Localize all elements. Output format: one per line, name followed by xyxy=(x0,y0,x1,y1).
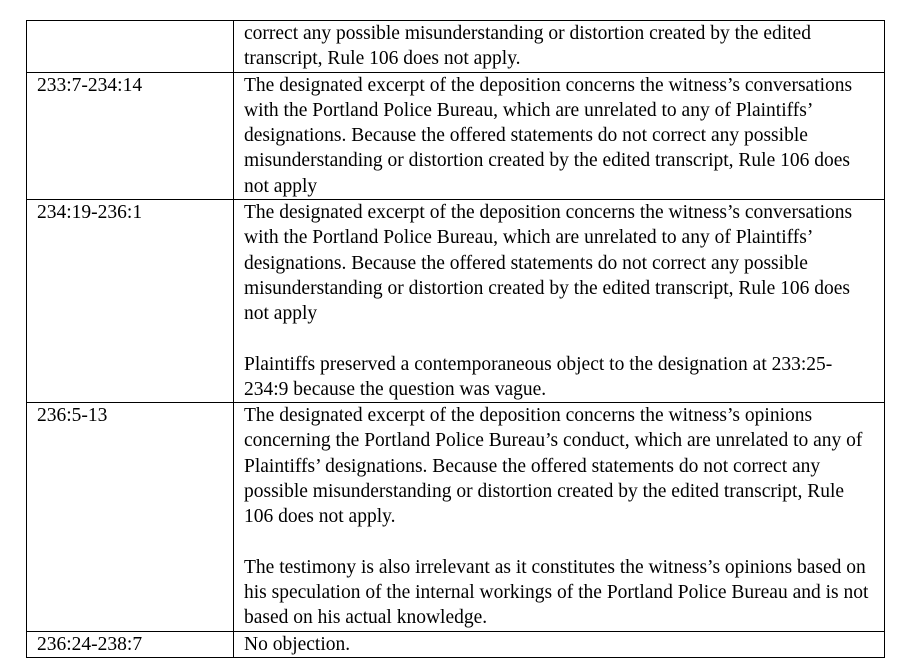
table-row xyxy=(27,403,885,631)
objection-cell xyxy=(234,21,885,73)
objection-paragraph: The testimony is also irrelevant as it constitutes the witness’s opinions based on his speculation of the internal workings of the Portland Police Bureau and is not based on his actual knowledge. xyxy=(244,556,869,629)
objection-paragraph: Plaintiffs preserved a contemporaneous object to the designation at 233:25-234:9 because the question was vague. xyxy=(244,353,833,400)
table-row xyxy=(27,72,885,199)
citation-cell: 233:7-234:14 xyxy=(27,72,234,199)
objection-cell xyxy=(234,403,885,631)
citation-cell: 236:24-238:7 xyxy=(27,631,234,657)
table-row xyxy=(27,200,885,403)
objection-paragraph: correct any possible misunderstanding or distortion created by the edited transcript, Rule 106 does not apply. xyxy=(244,23,811,70)
citation-cell: 236:5-13 xyxy=(27,403,234,631)
objection-paragraph: The designated excerpt of the deposition concerns the witness’s conversations with the Portland Police Bureau, which are unrelated to any of Plaintiffs’ designations. Because the offered statements do not correct any possible misunderstanding or distortion created by the edited transcript, Rule 106 does not apply xyxy=(244,74,853,197)
objection-cell xyxy=(234,72,885,199)
citation-cell: 234:19-236:1 xyxy=(27,200,234,403)
objection-cell xyxy=(234,631,885,657)
objection-paragraph: The designated excerpt of the deposition concerns the witness’s opinions concerning the Portland Police Bureau’s conduct, which are unrelated to any of Plaintiffs’ designations. Because the offered statements do not correct any possible misunderstanding or distortion created by the edited transcript, Rule 106 does not apply. xyxy=(244,405,863,528)
objection-paragraph: No objection. xyxy=(244,633,351,655)
objection-paragraph: The designated excerpt of the deposition concerns the witness’s conversations with the Portland Police Bureau, which are unrelated to any of Plaintiffs’ designations. Because the offered statements do not correct any possible misunderstanding or distortion created by the edited transcript, Rule 106 does not apply xyxy=(244,202,853,325)
designations-table xyxy=(26,20,885,658)
citation-cell xyxy=(27,21,234,73)
table-row xyxy=(27,21,885,73)
table-row xyxy=(27,631,885,657)
objection-cell xyxy=(234,200,885,403)
